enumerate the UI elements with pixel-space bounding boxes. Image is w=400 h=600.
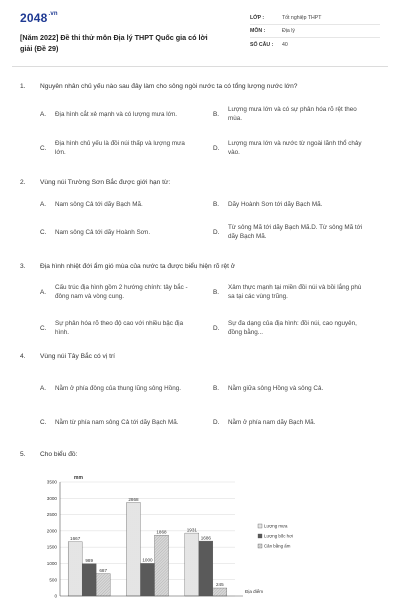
option-2a[interactable] bbox=[40, 198, 195, 210]
document-title: [Năm 2022] Đề thi thử môn Địa lý THPT Quốc gia có lời giải (Đề 29) bbox=[20, 33, 208, 53]
option-letter: C. bbox=[40, 144, 47, 152]
option-letter: B. bbox=[213, 384, 220, 392]
option-letter: B. bbox=[213, 288, 220, 296]
option-3b[interactable] bbox=[213, 282, 368, 302]
chart-bars bbox=[68, 503, 227, 596]
question-number: 1. bbox=[20, 83, 26, 90]
question-text: Vùng núi Trường Sơn Bắc được giới hạn từ: bbox=[40, 179, 171, 186]
option-4d[interactable] bbox=[213, 416, 368, 428]
chart-legend bbox=[258, 524, 293, 549]
question-number: 4. bbox=[20, 353, 26, 360]
question-text: Vùng núi Tây Bắc có vị trí bbox=[40, 353, 116, 360]
option-4b[interactable] bbox=[213, 382, 368, 394]
option-text: Dãy Hoành Sơn tới dãy Bạch Mã. bbox=[228, 200, 323, 208]
logo-suffix: .vn bbox=[48, 11, 58, 17]
legend-swatch bbox=[258, 524, 262, 528]
x-axis-label: Địa điểm bbox=[245, 589, 264, 594]
y-tick-label: 1500 bbox=[46, 544, 57, 550]
option-4c[interactable] bbox=[40, 412, 195, 432]
y-tick-label: 2500 bbox=[46, 512, 57, 518]
option-letter: B. bbox=[213, 200, 220, 208]
option-text: Sự đa dạng của địa hình: đồi núi, cao nguyên, đồng bằng... bbox=[228, 320, 357, 336]
meta-label: SỐ CÂU : bbox=[250, 41, 274, 48]
question-2 bbox=[20, 178, 390, 188]
option-letter: A. bbox=[40, 110, 47, 118]
question-stem bbox=[20, 178, 390, 188]
option-letter: C. bbox=[40, 228, 47, 236]
meta-row-subject bbox=[250, 25, 380, 38]
question-stem bbox=[20, 450, 390, 460]
chart-bar bbox=[185, 533, 199, 596]
chart-bar bbox=[213, 588, 227, 596]
option-letter: C. bbox=[40, 324, 47, 332]
option-text: Xâm thực mạnh tại miền đồi núi và bồi lắng phù sa tại các vùng trũng. bbox=[228, 284, 362, 300]
logo-main: 2048 bbox=[20, 11, 48, 25]
option-text: Địa hình cắt xẻ mạnh và có lượng mưa lớn. bbox=[55, 110, 178, 118]
option-2d[interactable] bbox=[213, 222, 368, 242]
meta-label: MÔN : bbox=[250, 28, 266, 34]
question-number: 5. bbox=[20, 451, 26, 458]
option-2b[interactable] bbox=[213, 198, 368, 210]
y-tick-label: 1000 bbox=[46, 561, 57, 567]
question-text: Nguyên nhân chủ yếu nào sau đây làm cho sông ngòi nước ta có tổng lượng nước lớn? bbox=[40, 83, 298, 90]
question-stem bbox=[20, 82, 390, 92]
question-1 bbox=[20, 82, 390, 92]
question-text: Cho biểu đồ: bbox=[40, 451, 78, 458]
option-1c[interactable] bbox=[40, 138, 195, 158]
chart-bar bbox=[127, 503, 141, 596]
chart-bar bbox=[82, 564, 96, 596]
option-text: Nằm ở phía đông của thung lũng sông Hồng. bbox=[55, 384, 181, 392]
option-text: Nằm từ phía nam sông Cả tới dãy Bạch Mã. bbox=[55, 418, 179, 426]
option-letter: C. bbox=[40, 418, 47, 426]
bar-value-label: 1667 bbox=[70, 535, 81, 541]
option-letter: A. bbox=[40, 200, 47, 208]
question-stem bbox=[20, 352, 390, 362]
bar-value-label: 687 bbox=[99, 567, 108, 573]
option-text: Địa hình chủ yếu là đồi núi thấp và lượng mưa lớn. bbox=[55, 140, 185, 156]
meta-row-class bbox=[250, 12, 380, 25]
meta-value: 40 bbox=[282, 41, 288, 48]
bar-value-label: 1931 bbox=[186, 527, 197, 533]
option-letter: B. bbox=[213, 110, 220, 118]
legend-label: Cân bằng ẩm bbox=[264, 543, 291, 549]
option-letter: A. bbox=[40, 384, 47, 392]
meta-row-question-count bbox=[250, 38, 380, 51]
y-tick-label: 3500 bbox=[46, 479, 57, 485]
option-text: Cấu trúc địa hình gồm 2 hướng chính: tây bắc - đông nam và vòng cung. bbox=[55, 284, 188, 300]
header-divider bbox=[12, 66, 388, 67]
bar-value-label: 1686 bbox=[200, 535, 211, 541]
bar-chart bbox=[20, 472, 390, 600]
chart-bar bbox=[155, 535, 169, 596]
question-text: Địa hình nhiệt đới ẩm gió mùa của nước ta được biểu hiện rõ rệt ở bbox=[40, 263, 236, 270]
option-letter: D. bbox=[213, 324, 220, 332]
option-text: Nằm ở phía nam dãy Bạch Mã. bbox=[228, 418, 316, 426]
question-number: 3. bbox=[20, 263, 26, 270]
y-axis-label: mm bbox=[74, 475, 83, 481]
question-3 bbox=[20, 262, 390, 272]
option-text: Nằm giữa sông Hồng và sông Cả. bbox=[228, 384, 324, 392]
option-2c[interactable] bbox=[40, 226, 195, 238]
bar-value-label: 245 bbox=[215, 582, 224, 588]
bar-value-label: 2868 bbox=[128, 496, 139, 502]
meta-value: Địa lý bbox=[282, 28, 295, 34]
option-1b[interactable] bbox=[213, 104, 368, 124]
option-3a[interactable] bbox=[40, 282, 195, 302]
option-text: Lượng mưa lớn và nước từ ngoài lãnh thổ chảy vào. bbox=[228, 140, 362, 156]
option-4a[interactable] bbox=[40, 378, 195, 398]
chart-bar bbox=[141, 563, 155, 596]
chart-bar bbox=[96, 574, 110, 596]
option-text: Nam sông Cả tới dãy Bạch Mã. bbox=[55, 200, 143, 208]
chart-canvas bbox=[20, 472, 390, 600]
site-logo[interactable] bbox=[20, 11, 58, 25]
option-text: Lượng mưa lớn và có sự phân hóa rõ rệt theo mùa. bbox=[228, 106, 357, 122]
option-3d[interactable] bbox=[213, 318, 368, 338]
legend-swatch bbox=[258, 544, 262, 548]
meta-label: LỚP : bbox=[250, 15, 265, 21]
y-tick-label: 500 bbox=[49, 577, 57, 583]
meta-value: Tốt nghiệp THPT bbox=[282, 15, 322, 21]
y-tick-label: 2000 bbox=[46, 528, 57, 534]
chart-bar bbox=[199, 541, 213, 596]
option-letter: A. bbox=[40, 288, 47, 296]
option-letter: D. bbox=[213, 418, 220, 426]
option-text: Sự phân hóa rõ theo độ cao với nhiều bậc địa hình. bbox=[55, 320, 184, 336]
y-tick-label: 0 bbox=[54, 593, 57, 599]
legend-swatch bbox=[258, 534, 262, 538]
option-text: Từ sông Mã tới dãy Bạch Mã.D. Từ sông Mã tới dãy Bạch Mã. bbox=[228, 224, 363, 240]
option-letter: D. bbox=[213, 144, 220, 152]
chart-bar bbox=[68, 542, 82, 596]
option-1a[interactable] bbox=[40, 104, 195, 124]
option-letter: D. bbox=[213, 228, 220, 236]
option-3c[interactable] bbox=[40, 318, 195, 338]
bar-value-label: 1868 bbox=[156, 529, 167, 535]
question-5 bbox=[20, 450, 390, 460]
document-header bbox=[0, 0, 400, 66]
y-tick-label: 3000 bbox=[46, 495, 57, 501]
exam-meta-box bbox=[250, 12, 380, 51]
option-text: Nam sông Cả tới dãy Hoành Sơn. bbox=[55, 228, 151, 236]
question-4 bbox=[20, 352, 390, 362]
option-1d[interactable] bbox=[213, 138, 368, 158]
legend-label: Lượng mưa bbox=[264, 523, 288, 529]
legend-label: Lượng bốc hơi bbox=[264, 533, 293, 539]
bar-value-label: 1000 bbox=[142, 557, 153, 563]
bar-value-label: 989 bbox=[85, 557, 94, 563]
question-number: 2. bbox=[20, 179, 26, 186]
question-stem bbox=[20, 262, 390, 272]
